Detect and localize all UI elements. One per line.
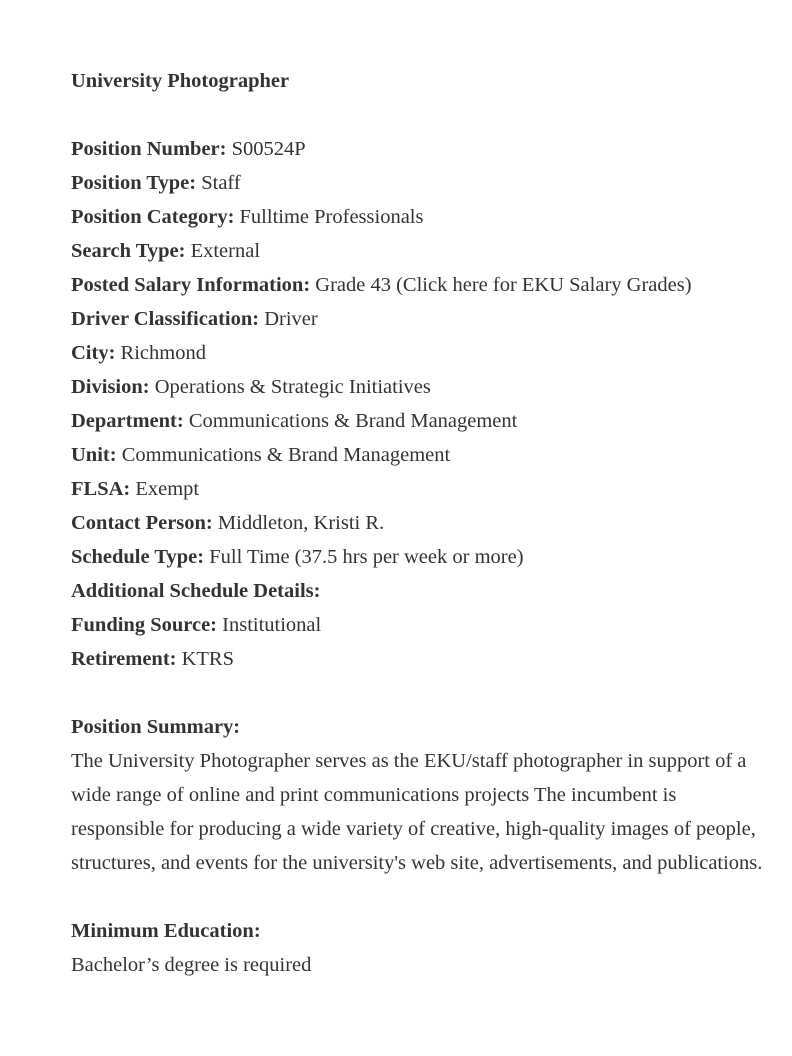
field-unit	[71, 438, 771, 472]
field-label: Funding Source:	[71, 614, 218, 636]
field-label: Search Type:	[71, 240, 186, 262]
field-position-type	[71, 166, 771, 200]
position-details	[71, 132, 771, 676]
field-label: Position Number:	[71, 138, 227, 160]
position-summary-text: The University Photographer serves as the EKU/staff photographer in support of a wide range of online and print communications projects The incumbent is responsible for producing a wide variety of creative, high-quality images of people, structures, and events for the university's web site, advertisements, and publications.	[71, 750, 763, 874]
field-value: Operations & Strategic Initiatives	[154, 376, 431, 398]
field-value: Grade 43 (Click here for EKU Salary Grades)	[315, 274, 692, 296]
field-contact-person	[71, 506, 771, 540]
field-retirement	[71, 642, 771, 676]
field-value: KTRS	[181, 648, 235, 670]
field-label: Schedule Type:	[71, 546, 205, 568]
field-division	[71, 370, 771, 404]
field-value: Richmond	[120, 342, 206, 364]
field-label: Additional Schedule Details:	[71, 580, 321, 602]
field-label: Position Type:	[71, 172, 197, 194]
field-city	[71, 336, 771, 370]
field-value: Middleton, Kristi R.	[217, 512, 385, 534]
field-search-type	[71, 234, 771, 268]
spacer	[71, 98, 771, 132]
field-position-number	[71, 132, 771, 166]
field-driver-classification	[71, 302, 771, 336]
minimum-education-text: Bachelor’s degree is required	[71, 954, 312, 976]
position-summary-heading: Position Summary:	[71, 716, 241, 738]
field-value: Communications & Brand Management	[121, 444, 451, 466]
field-label: Contact Person:	[71, 512, 213, 534]
field-label: Driver Classification:	[71, 308, 260, 330]
field-value: Institutional	[222, 614, 322, 636]
minimum-education-heading: Minimum Education:	[71, 920, 261, 942]
field-label: City:	[71, 342, 116, 364]
field-department	[71, 404, 771, 438]
minimum-education-section	[71, 914, 771, 982]
field-value: External	[190, 240, 261, 262]
field-value: Driver	[264, 308, 318, 330]
field-position-category	[71, 200, 771, 234]
field-additional-schedule-details	[71, 574, 771, 608]
field-value: Fulltime Professionals	[239, 206, 424, 228]
field-label: Retirement:	[71, 648, 177, 670]
field-value: Exempt	[135, 478, 200, 500]
spacer	[71, 676, 771, 710]
spacer	[71, 880, 771, 914]
field-label: Posted Salary Information:	[71, 274, 311, 296]
position-summary-section	[71, 710, 771, 880]
field-label: Unit:	[71, 444, 117, 466]
field-funding-source	[71, 608, 771, 642]
field-schedule-type	[71, 540, 771, 574]
job-posting-document	[71, 64, 771, 982]
field-value: Staff	[201, 172, 241, 194]
field-posted-salary	[71, 268, 771, 302]
field-label: Division:	[71, 376, 150, 398]
field-label: FLSA:	[71, 478, 131, 500]
field-label: Department:	[71, 410, 184, 432]
field-value: Communications & Brand Management	[188, 410, 518, 432]
field-label: Position Category:	[71, 206, 235, 228]
field-flsa	[71, 472, 771, 506]
field-value: S00524P	[231, 138, 306, 160]
page-title: University Photographer	[71, 70, 290, 92]
field-value: Full Time (37.5 hrs per week or more)	[209, 546, 524, 568]
